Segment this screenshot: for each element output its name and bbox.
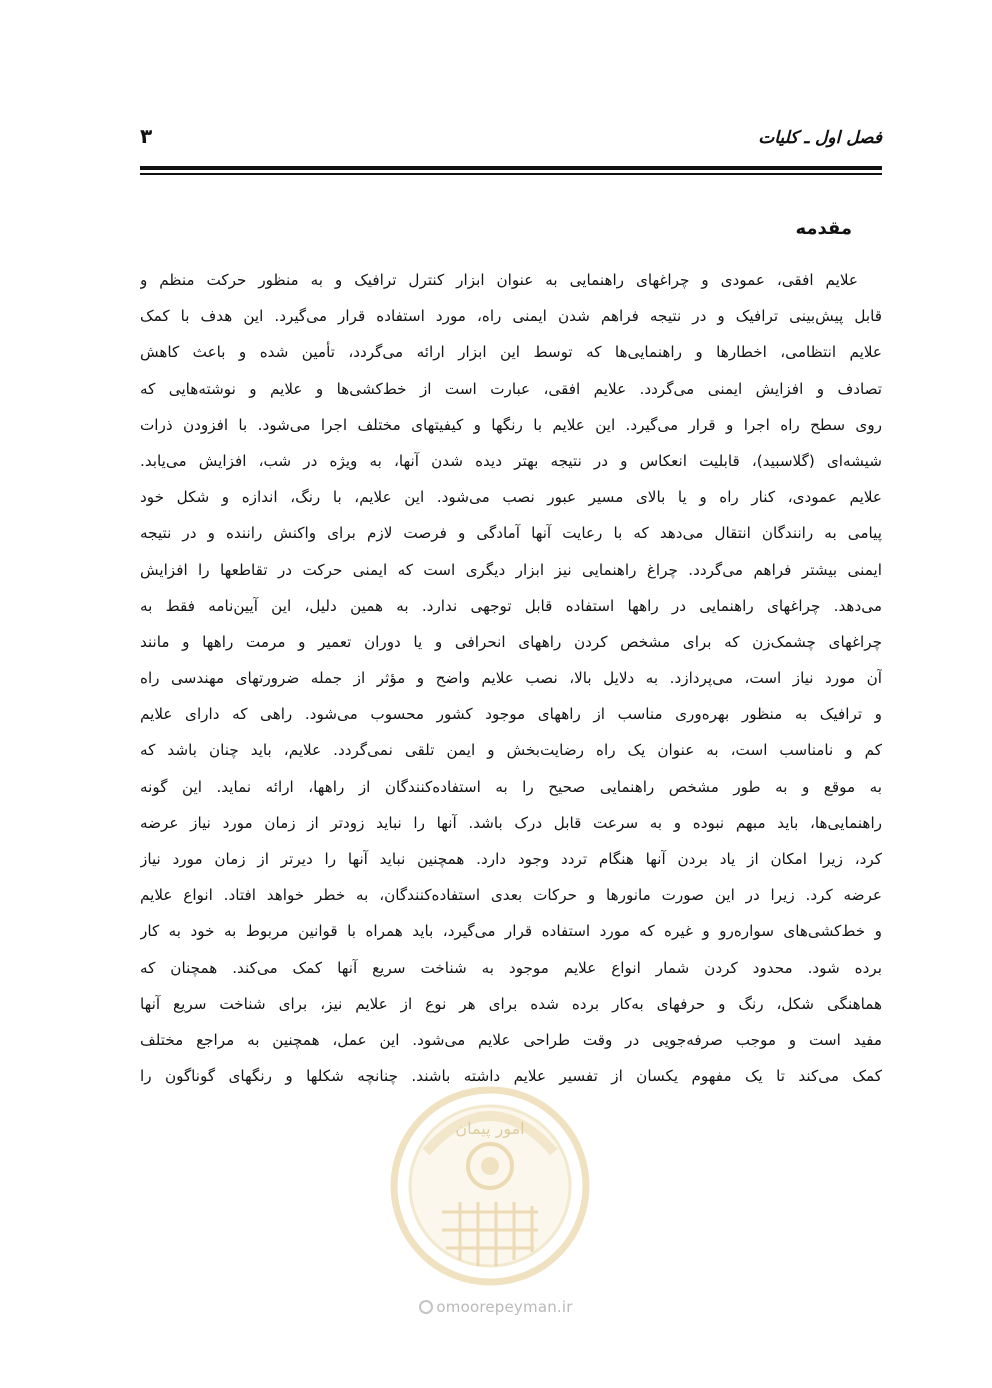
paragraph-line: کرد، زیرا امکان از یاد بردن آنها هنگام تردد وجود دارد. همچنین نباید آنها را دیرتر از زمان مورد نیاز bbox=[140, 850, 882, 868]
header-rule-thin bbox=[140, 173, 882, 175]
section-title: مقدمه bbox=[795, 218, 852, 239]
paragraph-line: علایم عمودی، کنار راه و یا بالای مسیر عبور نصب می‌شود. این علایم، با رنگ، اندازه و شکل خود bbox=[140, 488, 882, 507]
paragraph-line: پیامی به رانندگان انتقال می‌دهد که با رعایت آنها آمادگی و فرصت لازم برای واکنش راننده و در نتیجه bbox=[140, 524, 882, 543]
paragraph-line: مفید است و موجب صرفه‌جویی در وقت طراحی علایم می‌شود. این عمل، همچنین به مراجع مختلف bbox=[140, 1030, 882, 1049]
paragraph-line: شیشه‌ای (گلاسبید)، قابلیت انعکاس و در نتیجه بهتر دیده شدن آنها، به ویژه در شب، افزایش می‌یابد. bbox=[140, 451, 882, 470]
running-header bbox=[140, 124, 882, 156]
paragraph-line: می‌دهد. چراغهای راهنمایی در راهها استفاده قابل توجهی ندارد. به همین دلیل، این آیین‌نامه فقط به bbox=[140, 596, 882, 615]
chapter-title: فصل اول ـ کلیات bbox=[758, 128, 882, 148]
watermark-logo-icon bbox=[419, 1300, 433, 1314]
paragraph-line: روی سطح راه اجرا و قرار می‌گیرد. این علایم با رنگها و کیفیتهای مختلف اجرا می‌شود. با افزودن ذرات bbox=[140, 415, 882, 434]
paragraph-line: آن مورد نیاز است، می‌پردازد. به دلایل بالا، نصب علایم واضح و مؤثر از جمله ضرورتهای مهندسی راه bbox=[140, 669, 882, 688]
paragraph-line: و ترافیک به منظور بهره‌وری مناسب از راههای موجود کشور محسوب می‌شود. راهی که دارای علایم bbox=[140, 705, 882, 724]
paragraph-line: عرضه کرد. زیرا در این صورت مانورها و حرکات بعدی استفاده‌کنندگان، به خطر خواهد افتاد. انواع علایم bbox=[140, 886, 882, 905]
paragraph-line: و خط‌کشی‌های سواره‌رو و غیره که مورد استفاده قرار می‌گیرد، باید همراه با قوانین مربوط به خود به کار bbox=[140, 922, 882, 941]
paragraph-line: برده شود. محدود کردن شمار انواع علایم موجود به شناخت سریع آنها کمک می‌کند. همچنان که bbox=[140, 958, 882, 977]
watermark-url-text: omoorepeyman.ir bbox=[436, 1298, 573, 1316]
paragraph-line: علایم انتظامی، اخطارها و راهنمایی‌ها که توسط این ابزار ارائه می‌گردد، تأمین شده و باعث کاهش bbox=[140, 343, 882, 362]
paragraph-line: قابل پیش‌بینی ترافیک و در نتیجه فراهم شدن ایمنی راه، مورد استفاده قرار می‌گیرد. این هدف با کمک bbox=[140, 307, 882, 326]
paragraph-line: به موقع و به طور مشخص راهنمایی صحیح را به استفاده‌کنندگان از راهها، ارائه نماید. این گونه bbox=[140, 777, 882, 796]
paragraph-line: راهنمایی‌ها، باید مبهم نبوده و به سرعت قابل درک باشد. آنها را نباید زودتر از زمان مورد نیاز عرضه bbox=[140, 813, 882, 832]
header-rule-thick bbox=[140, 166, 882, 170]
paragraph-line: هماهنگی شکل، رنگ و حرفهای به‌کار برده شده برای هر نوع از علایم نیز، برای شناخت سریع آنها bbox=[140, 994, 882, 1013]
body-paragraph bbox=[140, 262, 882, 1094]
paragraph-line: علایم افقی، عمودی و چراغهای راهنمایی به عنوان ابزار کنترل ترافیک و به منظور حرکت منظم و bbox=[140, 271, 858, 289]
watermark-seal-text: امور پیمان bbox=[455, 1119, 525, 1138]
watermark-url bbox=[0, 1298, 992, 1316]
paragraph-line: چراغهای چشمک‌زن که برای مشخص کردن راههای انحرافی و یا دوران تعمیر و مرمت راهها و مانند bbox=[140, 632, 882, 651]
paragraph-line: کمک می‌کند تا یک مفهوم یکسان از تفسیر علایم داشته باشند. چنانچه شکلها و رنگهای گوناگون را bbox=[140, 1067, 882, 1086]
paragraph-line: ایمنی بیشتر فراهم می‌گردد. چراغ راهنمایی نیز ابزار دیگری است که ایمنی حرکت در تقاطعها را افزایش bbox=[140, 560, 882, 579]
paragraph-line: کم و نامناسب است، به عنوان یک راه رضایت‌بخش و ایمن تلقی نمی‌گردد. علایم، باید چنان باشد که bbox=[140, 741, 882, 760]
paragraph-line: تصادف و افزایش ایمنی می‌گردد. علایم افقی، عبارت است از خط‌کشی‌ها و علایم و نوشته‌هایی که bbox=[140, 379, 882, 398]
watermark-seal-icon bbox=[386, 1082, 594, 1290]
page-number: ۳ bbox=[140, 124, 153, 148]
